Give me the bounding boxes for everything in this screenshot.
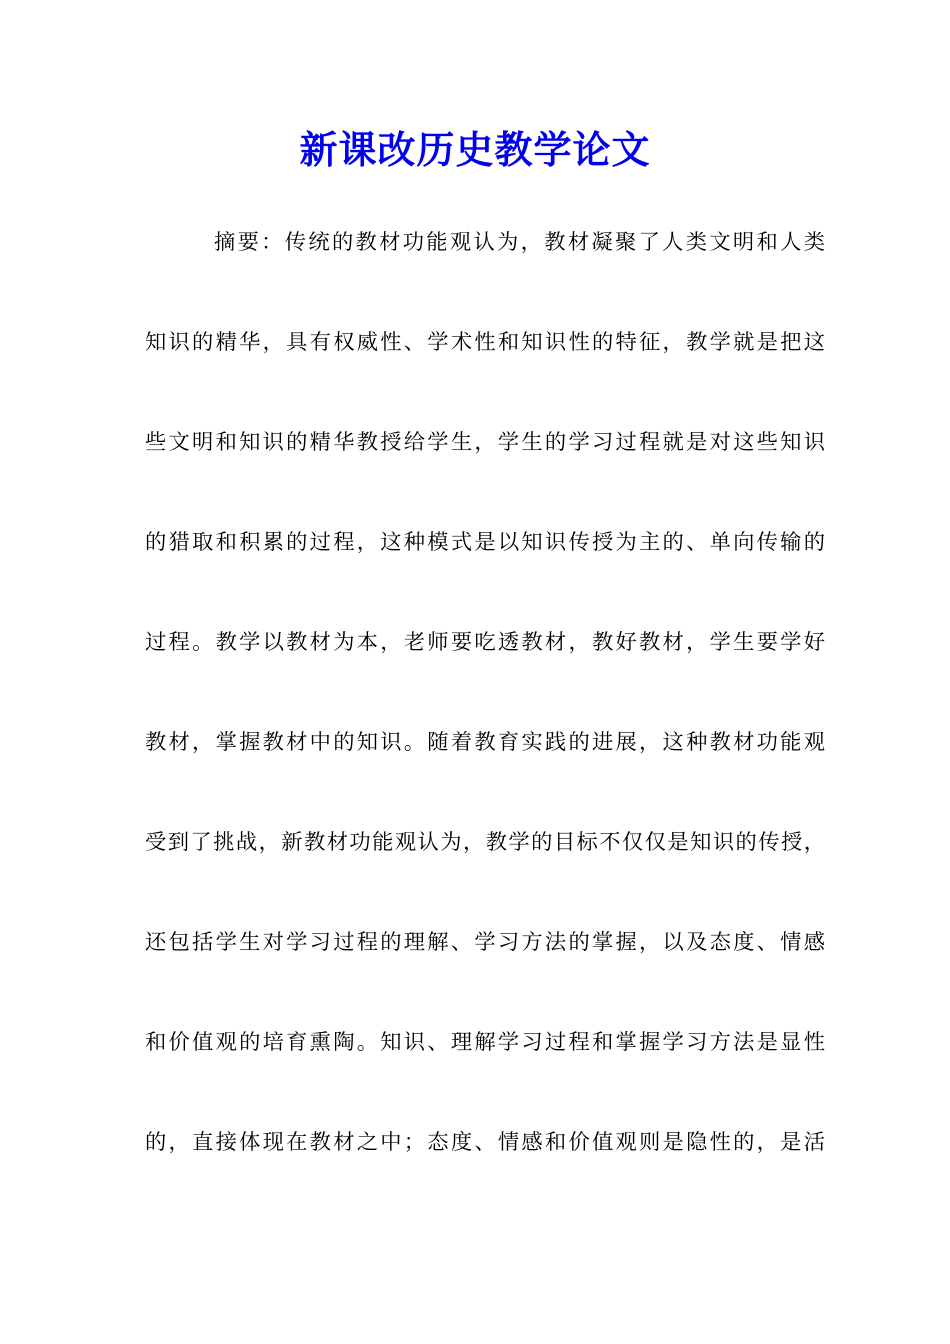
text-line: 摘要：传统的教材功能观认为，教材凝聚了人类文明和人类 [214,230,825,255]
text-line: 知识的精华，具有权威性、学术性和知识性的特征，教学就是把这 [145,330,825,355]
document-title: 新课改历史教学论文 [299,127,651,172]
text-line: 的，直接体现在教材之中；态度、情感和价值观则是隐性的，是活 [145,1130,825,1155]
text-line: 过程。教学以教材为本，老师要吃透教材，教好教材，学生要学好 [145,630,825,655]
text-line: 些文明和知识的精华教授给学生，学生的学习过程就是对这些知识 [145,430,825,455]
text-line: 的猎取和积累的过程，这种模式是以知识传授为主的、单向传输的 [145,530,825,555]
text-line: 和价值观的培育熏陶。知识、理解学习过程和掌握学习方法是显性 [145,1030,825,1055]
text-line: 教材，掌握教材中的知识。随着教育实践的进展，这种教材功能观 [145,730,825,755]
abstract-paragraph [145,218,825,1218]
text-line: 受到了挑战，新教材功能观认为，教学的目标不仅仅是知识的传授， [145,830,825,855]
text-line: 还包括学生对学习过程的理解、学习方法的掌握，以及态度、情感 [145,930,825,955]
